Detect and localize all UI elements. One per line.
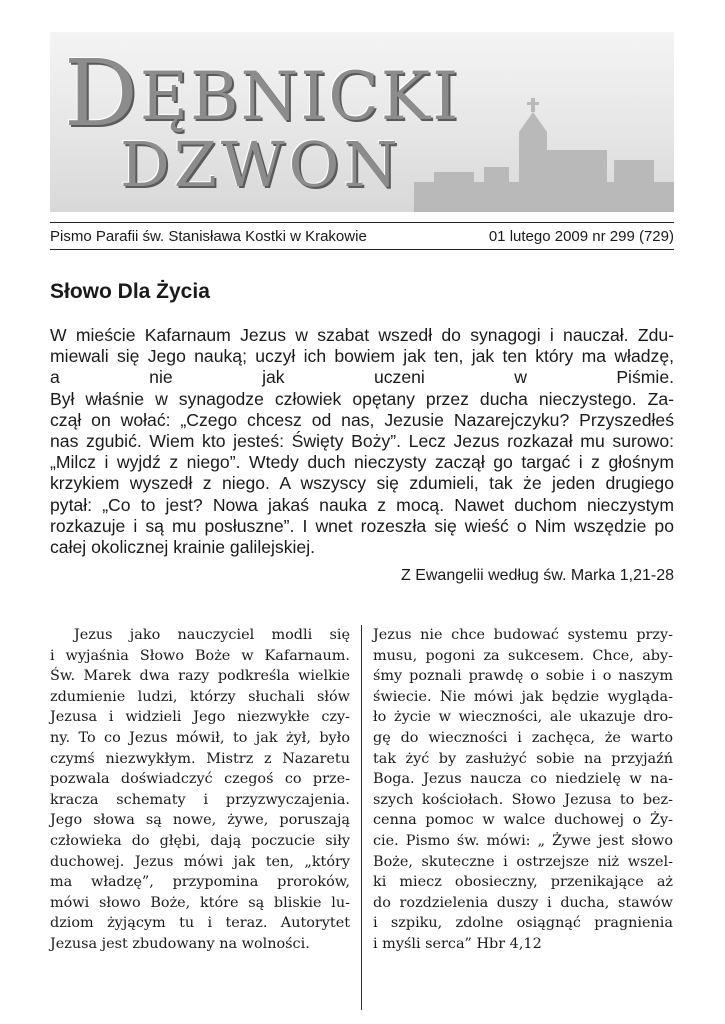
issue-header [50,222,674,250]
gospel-line: krzykiem wyszedł z niego. A wszyscy się zdumieli, tak że jeden drugiego [50,473,674,494]
gospel-line: a nie jak uczeni w Piśmie. [50,367,674,388]
commentary-line: świecie. Nie mówi jak będzie wygląda- [373,688,673,705]
gospel-source: Z Ewangelii według św. Marka 1,21-28 [400,567,674,584]
commentary-line: Jezusa i widzieli Jego niezwykłe czy- [50,709,350,726]
publisher-label: Pismo Parafii św. Stanisława Kostki w Krakowie [50,227,367,245]
commentary-line: Boże, skuteczne i ostrzejsze niż wszel- [373,853,673,870]
commentary-line: człowieka do głębi, dają poczucie siły [50,832,350,849]
section-title: Słowo Dla Życia [50,280,210,303]
commentary-line: ło życie w wieczności, ale ukazuje dro- [373,709,673,726]
gospel-line: pytał: „Co to jest? Nowa jakaś nauka z mocą. Nawet duchom nieczystym [50,494,674,515]
commentary-line: cie. Pismo św. mówi: „ Żywe jest słowo [373,832,673,849]
commentary-line: ny. To co Jezus mówił, to jak żył, było [50,729,350,746]
masthead-title-rest: ĘBNICKI [139,58,461,135]
masthead [50,32,674,212]
masthead-title-line2: DZWON [120,128,402,201]
commentary-line: gę do wieczności i zachęca, że warto [373,729,673,746]
commentary-line: Jego słowa są nowe, żywe, poruszają [50,812,350,829]
gospel-line: całej okolicznej krainie galilejskiej. [50,537,316,558]
commentary-line: musu, pogoni za sukcesem. Chce, aby- [373,647,673,664]
commentary-line: Św. Marek dwa razy podkreśla wielkie [50,668,350,685]
gospel-line: „Milcz i wyjdź z niego”. Wtedy duch nieczysty zaczął go targać i z głośnym [50,452,674,473]
commentary-line: do rozdzielenia duszy i ducha, stawów [373,894,673,911]
commentary-line: Jezus nie chce budować systemu przy- [373,627,673,643]
gospel-passage [50,325,674,558]
commentary-line: dziom żyjącym tu i teraz. Autorytet [50,915,350,932]
commentary-line: Jezus jako nauczyciel modli się [74,627,350,643]
commentary-line: zdumienie ludzi, którzy słuchali słów [50,688,350,705]
commentary-line: śmy poznali prawdę o sobie i o naszym [373,668,673,685]
commentary-column-right [373,625,673,955]
gospel-line: czął on wołać: „Czego chcesz od nas, Jezusie Nazarejczyku? Przyszedłeś [50,409,674,430]
commentary-line: pozwala doświadczyć czegoś co prze- [50,771,350,788]
gospel-line: rozkazuje i są mu posłuszne”. I wnet rozeszła się wieść o Nim wszędzie po [50,515,674,536]
commentary-line: Boga. Jezus naucza co niedzielę w na- [373,771,673,788]
commentary-line: ma władzę”, przypomina proroków, [50,874,350,891]
masthead-initial: D [64,40,140,147]
commentary-line: cenna pomoc w walce duchowej o Ży- [373,812,673,829]
gospel-line: Był właśnie w synagodze człowiek opętany przez ducha nieczystego. Za- [50,388,674,409]
commentary-line: i szpiku, zdolne osiągnąć pragnienia [373,915,673,932]
commentary-line: duchowej. Jezus mówi jak ten, „który [50,853,350,870]
commentary-line: Jezusa jest zbudowany na wolności. [50,935,310,952]
column-divider [361,625,362,1010]
gospel-line: miewali się Jego nauką; uczył ich bowiem jak ten, jak ten który ma władzę, [50,346,674,367]
gospel-line: nas zgubić. Wiem kto jesteś: Święty Boży”. Lecz Jezus rozkazał mu surowo: [50,431,674,452]
commentary-line: czymś niezwykłym. Mistrz z Nazaretu [50,750,350,767]
commentary-line: szych kościołach. Słowo Jezusa to bez- [373,791,673,808]
commentary-line: tak żyć by zasłużyć sobie na przyjaźń [373,750,673,767]
commentary-line: kracza schematy i przyzwyczajenia. [50,791,350,808]
gospel-line: W mieście Kafarnaum Jezus w szabat wszedł do synagogi i nauczał. Zdu- [50,325,674,345]
issue-label: 01 lutego 2009 nr 299 (729) [488,227,674,245]
commentary-line: i myśli serca” Hbr 4,12 [373,935,542,952]
commentary-line: i wyjaśnia Słowo Boże w Kafarnaum. [50,647,350,664]
commentary-line: ki miecz obosieczny, przenikające aż [373,874,673,891]
commentary-line: mówi słowo Boże, które są bliskie lu- [50,894,350,911]
commentary-column-left [50,625,350,955]
